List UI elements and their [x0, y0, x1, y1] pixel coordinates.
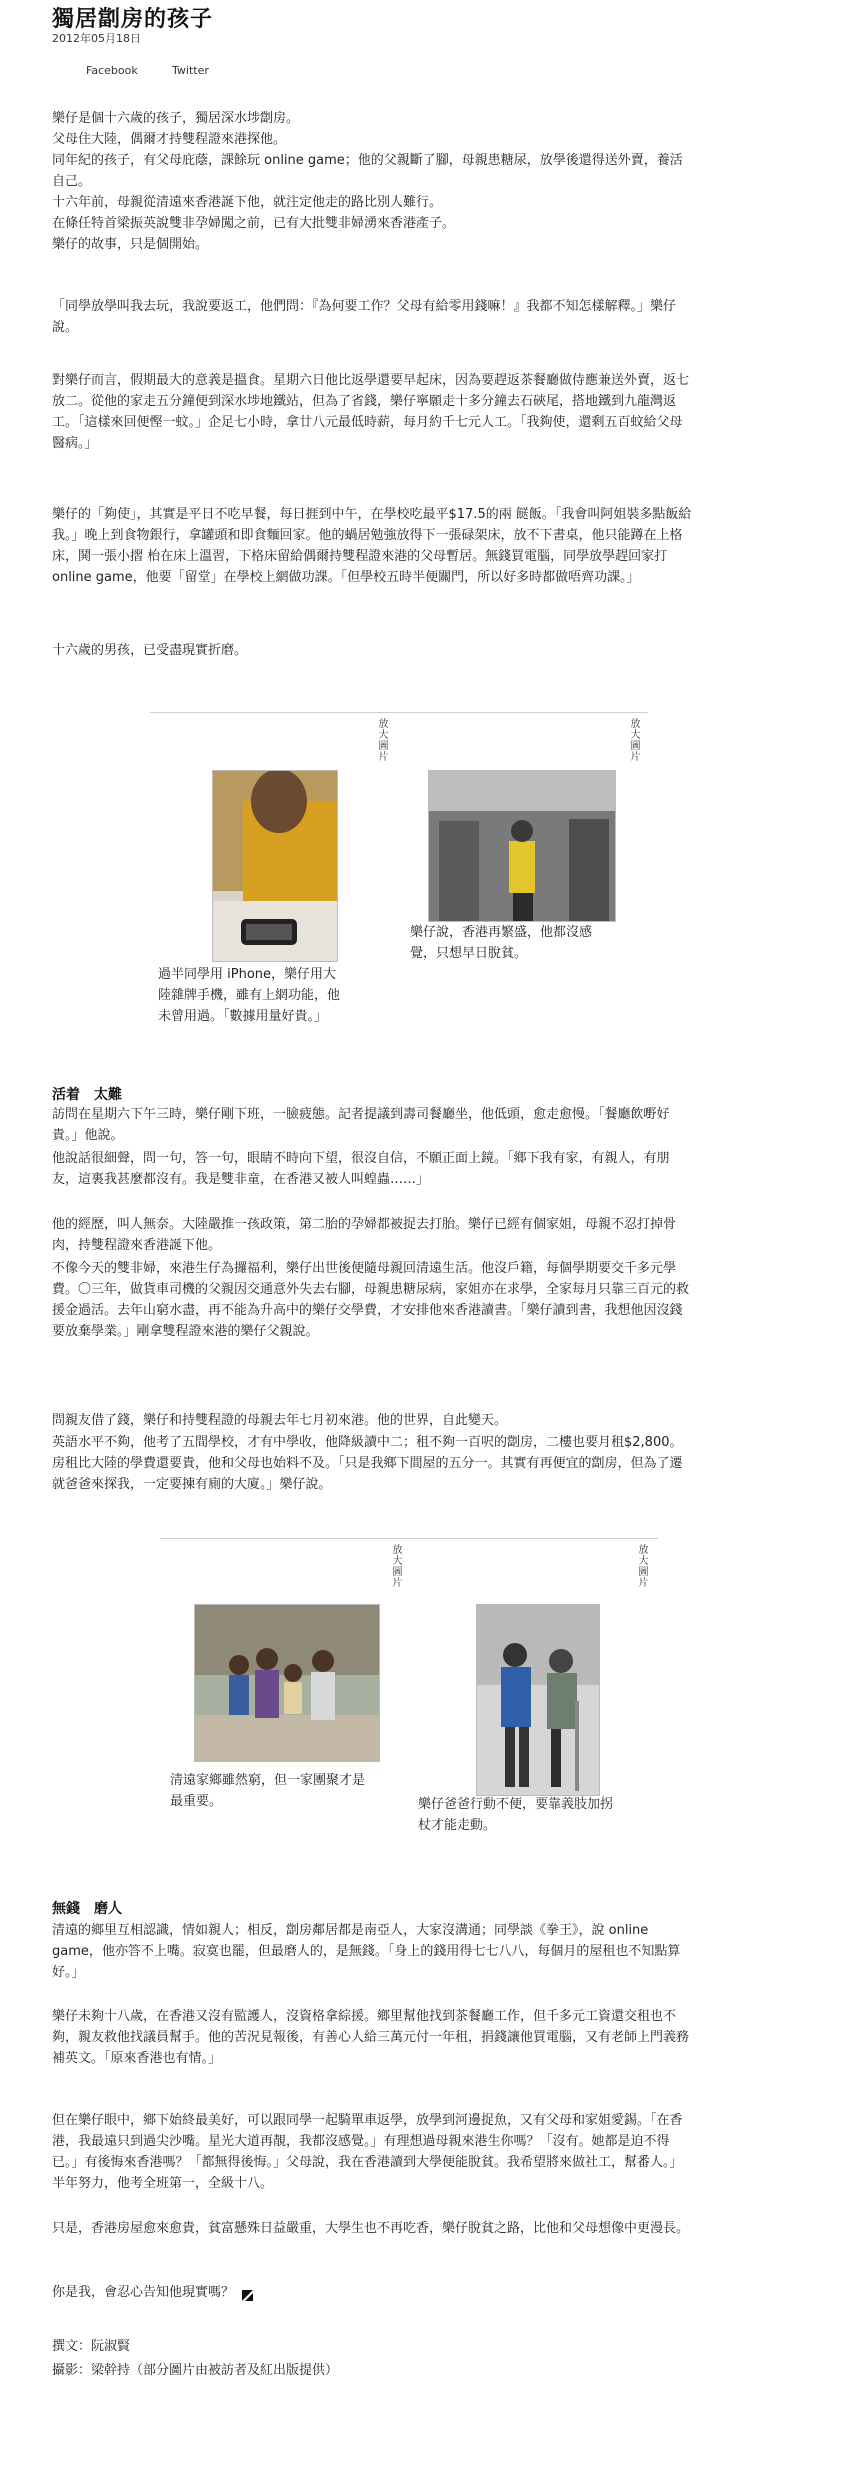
twitter-share-link[interactable]: Twitter [172, 64, 209, 77]
mtr-photo-image [429, 771, 615, 921]
article-paragraph: 樂仔的「夠使」，其實是平日不吃早餐，每日捱到中午，在學校吃最平$17.5的兩 餸飯。「我會叫阿姐裝多點飯給我。」晚上到食物銀行，拿罐頭和即食麵回家。他的蝸居勉強放得下一張碌架床，放不下書桌，他只能蹲在上格床，鬨一張小摺 枱在床上溫習，下格床留給偶爾持雙程證來港的父母暫居。無錢買電腦，同學放學趕回家打 online game，他要「留堂」在學校上網做功課。「但學校五時半便關門，所以好多時都做唔齊功課。」 [52, 507, 692, 585]
closing-question [52, 2282, 692, 2303]
photo-divider [160, 1538, 658, 1539]
intro-line: 同年紀的孩子，有父母庇蔭，課餘玩 online game；他的父親斷了腳，母親患糖尿，放學後還得送外賣，養活自己。 [52, 153, 683, 189]
phone-photo-image [213, 771, 337, 961]
photo-divider [150, 712, 648, 713]
photographer-credit: 攝影：梁幹持（部分圖片由被訪者及紅出版提供） [52, 2363, 339, 2378]
intro-line: 十六年前，母親從清遠來香港誕下他，就注定他走的路比別人難行。 [52, 195, 443, 210]
photo-caption: 樂仔說，香港再繁盛，他都沒感覺，只想早日脫貧。 [410, 925, 593, 961]
father-photo[interactable] [476, 1604, 600, 1796]
end-mark-icon [242, 2287, 253, 2298]
article-paragraph: 樂仔未夠十八歲，在香港又沒有監護人，沒資格拿綜援。鄉里幫他找到茶餐廳工作，但千多元工資還交租也不夠，親友救他找議員幫手。他的苦況見報後，有善心人給三萬元付一年租，捐錢讓他買電腦，又有老師上門義務補英文。「原來香港也有情。」 [52, 2009, 690, 2066]
article-paragraph: 訪問在星期六下午三時，樂仔剛下班，一臉疲態。記者提議到壽司餐廳坐，他低頭，愈走愈慢。「餐廳飲嘢好貴。」他說。 [52, 1107, 670, 1143]
family-photo[interactable] [194, 1604, 380, 1762]
section-heading: 活着 太難 [52, 1087, 122, 1103]
father-photo-image [477, 1605, 599, 1795]
article-paragraph: 但在樂仔眼中，鄉下始終最美好，可以跟同學一起騎單車返學，放學到河邊捉魚，又有父母和家姐愛錫。「在香港，我最遠只到過尖沙嘴。星光大道再靚，我都沒感覺。」有理想過母親來港生你嗎？「沒有。她都是迫不得已。」有後悔來香港嗎？「都無得後悔。」父母說，我在香港讀到大學便能脫貧。我希望將來做社工，幫番人。」半年努力，他考全班第一，全級十八。 [52, 2113, 683, 2191]
intro-line: 在條任特首梁振英說雙非孕婦闖之前，已有大批雙非婦湧來香港產子。 [52, 216, 456, 231]
enlarge-label[interactable]: 放大圖片 [390, 1544, 401, 1588]
intro-line: 父母住大陸，偶爾才持雙程證來港探他。 [52, 132, 287, 147]
article-paragraph: 問親友借了錢，樂仔和持雙程證的母親去年七月初來港。他的世界，自此變天。 [52, 1413, 508, 1428]
article-paragraph: 他說話很細聲，問一句，答一句，眼睛不時向下望，很沒自信，不願正面上鏡。「鄉下我有家，有親人，有朋友，這裏我甚麼都沒有。我是雙非童，在香港又被人叫蝗蟲……」 [52, 1151, 670, 1187]
article-paragraph: 清遠的鄉里互相認識，情如親人；相反，劏房鄰居都是南亞人，大家沒溝通；同學談《拳王》，說 online game，他亦答不上嘴。寂寞也罷，但最磨人的，是無錢。「身上的錢用得七七八八，每個月的屋租也不知點算好。」 [52, 1923, 681, 1980]
article-paragraph: 對樂仔而言，假期最大的意義是搵食。星期六日他比返學還要早起床，因為要趕返茶餐廳做侍應兼送外賣，返七放二。從他的家走五分鐘便到深水埗地鐵站，但為了省錢，樂仔寧願走十多分鐘去石硤尾，搭地鐵到九龍灣返工。「這樣來回便慳一蚊。」企足七小時，拿廿八元最低時薪，每月約千七元人工。「我夠使，還剩五百蚊給父母醫病。」 [52, 373, 690, 451]
enlarge-label[interactable]: 放大圖片 [636, 1544, 647, 1588]
article-intro [52, 108, 692, 255]
photo-caption: 過半同學用 iPhone，樂仔用大陸雜牌手機，雖有上網功能，他未曾用過。「數據用量好貴。」 [158, 967, 341, 1024]
enlarge-label[interactable]: 放大圖片 [628, 718, 639, 762]
article-paragraph: 「同學放學叫我去玩，我說要返工，他們問：『為何要工作？父母有給零用錢嘛！』我都不知怎樣解釋。」樂仔說。 [52, 299, 677, 335]
article-paragraph: 十六歲的男孩，已受盡現實折磨。 [52, 643, 248, 658]
article-paragraph: 只是，香港房屋愈來愈貴，貧富懸殊日益嚴重，大學生也不再吃香，樂仔脫貧之路，比他和父母想像中更漫長。 [52, 2221, 690, 2236]
family-photo-image [195, 1605, 379, 1761]
facebook-share-link[interactable]: Facebook [86, 64, 138, 77]
photo-caption: 樂仔爸爸行動不便，要靠義肢加拐杖才能走動。 [418, 1797, 614, 1833]
section-heading: 無錢 磨人 [52, 1901, 122, 1917]
article-paragraph: 他的經歷，叫人無奈。大陸嚴推一孩政策，第二胎的孕婦都被捉去打胎。樂仔已經有個家姐，母親不忍打掉骨肉，持雙程證來香港誕下他。 [52, 1217, 677, 1253]
writer-credit: 撰文：阮淑賢 [52, 2339, 131, 2354]
article-paragraph: 不像今天的雙非婦，來港生仔為攞福利，樂仔出世後便隨母親回清遠生活。他沒戶籍，每個學期要交千多元學費。〇三年，做貨車司機的父親因交通意外失去右腳，母親患糖尿病，家姐亦在求學，全家每月只靠三百元的救援金過活。去年山窮水盡，再不能為升高中的樂仔交學費，才安排他來香港讀書。「樂仔讀到書，我想他因沒錢要放棄學業。」剛拿雙程證來港的樂仔父親說。 [52, 1261, 690, 1339]
mtr-photo[interactable] [428, 770, 616, 922]
article-title: 獨居劏房的孩子 [52, 7, 214, 32]
intro-line: 樂仔是個十六歲的孩子，獨居深水埗劏房。 [52, 111, 300, 126]
phone-photo[interactable] [212, 770, 338, 962]
article-paragraph: 英語水平不夠，他考了五間學校，才有中學收，他降級讀中二；租不夠一百呎的劏房，二樓也要月租$2,800。房租比大陸的學費還要貴，他和父母也始料不及。「只是我鄉下間屋的五分一。其實有再便宜的劏房，但為了遷就爸爸來探我，一定要揀有廁的大廈。」樂仔說。 [52, 1435, 683, 1492]
article-date: 2012年05月18日 [52, 32, 141, 45]
closing-question-text: 你是我，會忍心告知他現實嗎？ [52, 2285, 235, 2300]
intro-line: 樂仔的故事，只是個開始。 [52, 237, 209, 252]
enlarge-label[interactable]: 放大圖片 [376, 718, 387, 762]
photo-caption: 清遠家鄉雖然窮，但一家團聚才是最重要。 [170, 1773, 366, 1809]
